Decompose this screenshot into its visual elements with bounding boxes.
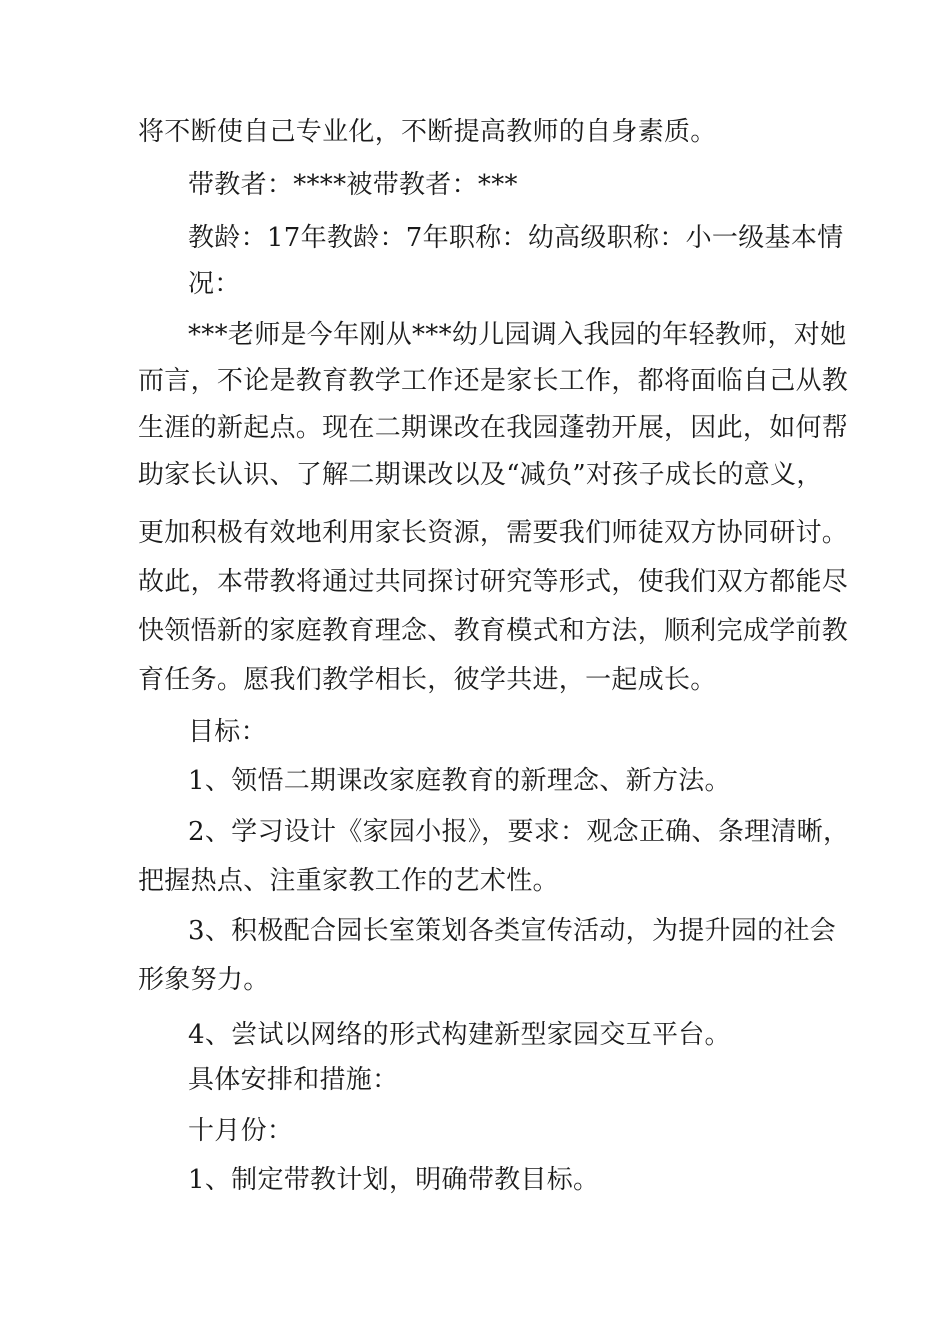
paragraph-line: 生涯的新起点。现在二期课改在我园蓬勃开展，因此，如何帮 <box>138 413 849 443</box>
list-item: 1、制定带教计划，明确带教目标。 <box>188 1165 600 1195</box>
section-heading: 目标： <box>188 717 267 747</box>
list-item: 2、学习设计《家园小报》，要求：观念正确、条理清晰， <box>188 817 850 847</box>
list-item: 3、积极配合园长室策划各类宣传活动，为提升园的社会 <box>188 916 837 946</box>
list-item-continuation: 把握热点、注重家教工作的艺术性。 <box>138 866 559 896</box>
section-heading: 具体安排和措施： <box>188 1065 399 1095</box>
paragraph-line: 将不断使自己专业化，不断提高教师的自身素质。 <box>138 117 717 147</box>
paragraph-line: 故此，本带教将通过共同探讨研究等形式，使我们双方都能尽 <box>138 567 849 597</box>
list-item: 4、尝试以网络的形式构建新型家园交互平台。 <box>188 1020 731 1050</box>
mentor-line: 带教者：****被带教者：*** <box>188 170 518 200</box>
paragraph-line: 快领悟新的家庭教育理念、教育模式和方法，顺利完成学前教 <box>138 616 849 646</box>
paragraph-line: 况： <box>188 269 241 299</box>
month-heading: 十月份： <box>188 1116 294 1146</box>
paragraph-line: 助家长认识、了解二期课改以及“减负”对孩子成长的意义， <box>138 460 823 490</box>
list-item: 1、领悟二期课改家庭教育的新理念、新方法。 <box>188 766 731 796</box>
list-item-continuation: 形象努力。 <box>138 965 270 995</box>
experience-line: 教龄：17年教龄：7年职称：幼高级职称：小一级基本情 <box>188 223 844 253</box>
paragraph-line: 育任务。愿我们教学相长，彼学共进，一起成长。 <box>138 665 717 695</box>
paragraph-line: 而言，不论是教育教学工作还是家长工作，都将面临自己从教 <box>138 366 849 396</box>
paragraph-line: 更加积极有效地利用家长资源，需要我们师徒双方协同研讨。 <box>138 518 849 548</box>
paragraph-line: ***老师是今年刚从***幼儿园调入我园的年轻教师，对她 <box>188 320 847 350</box>
